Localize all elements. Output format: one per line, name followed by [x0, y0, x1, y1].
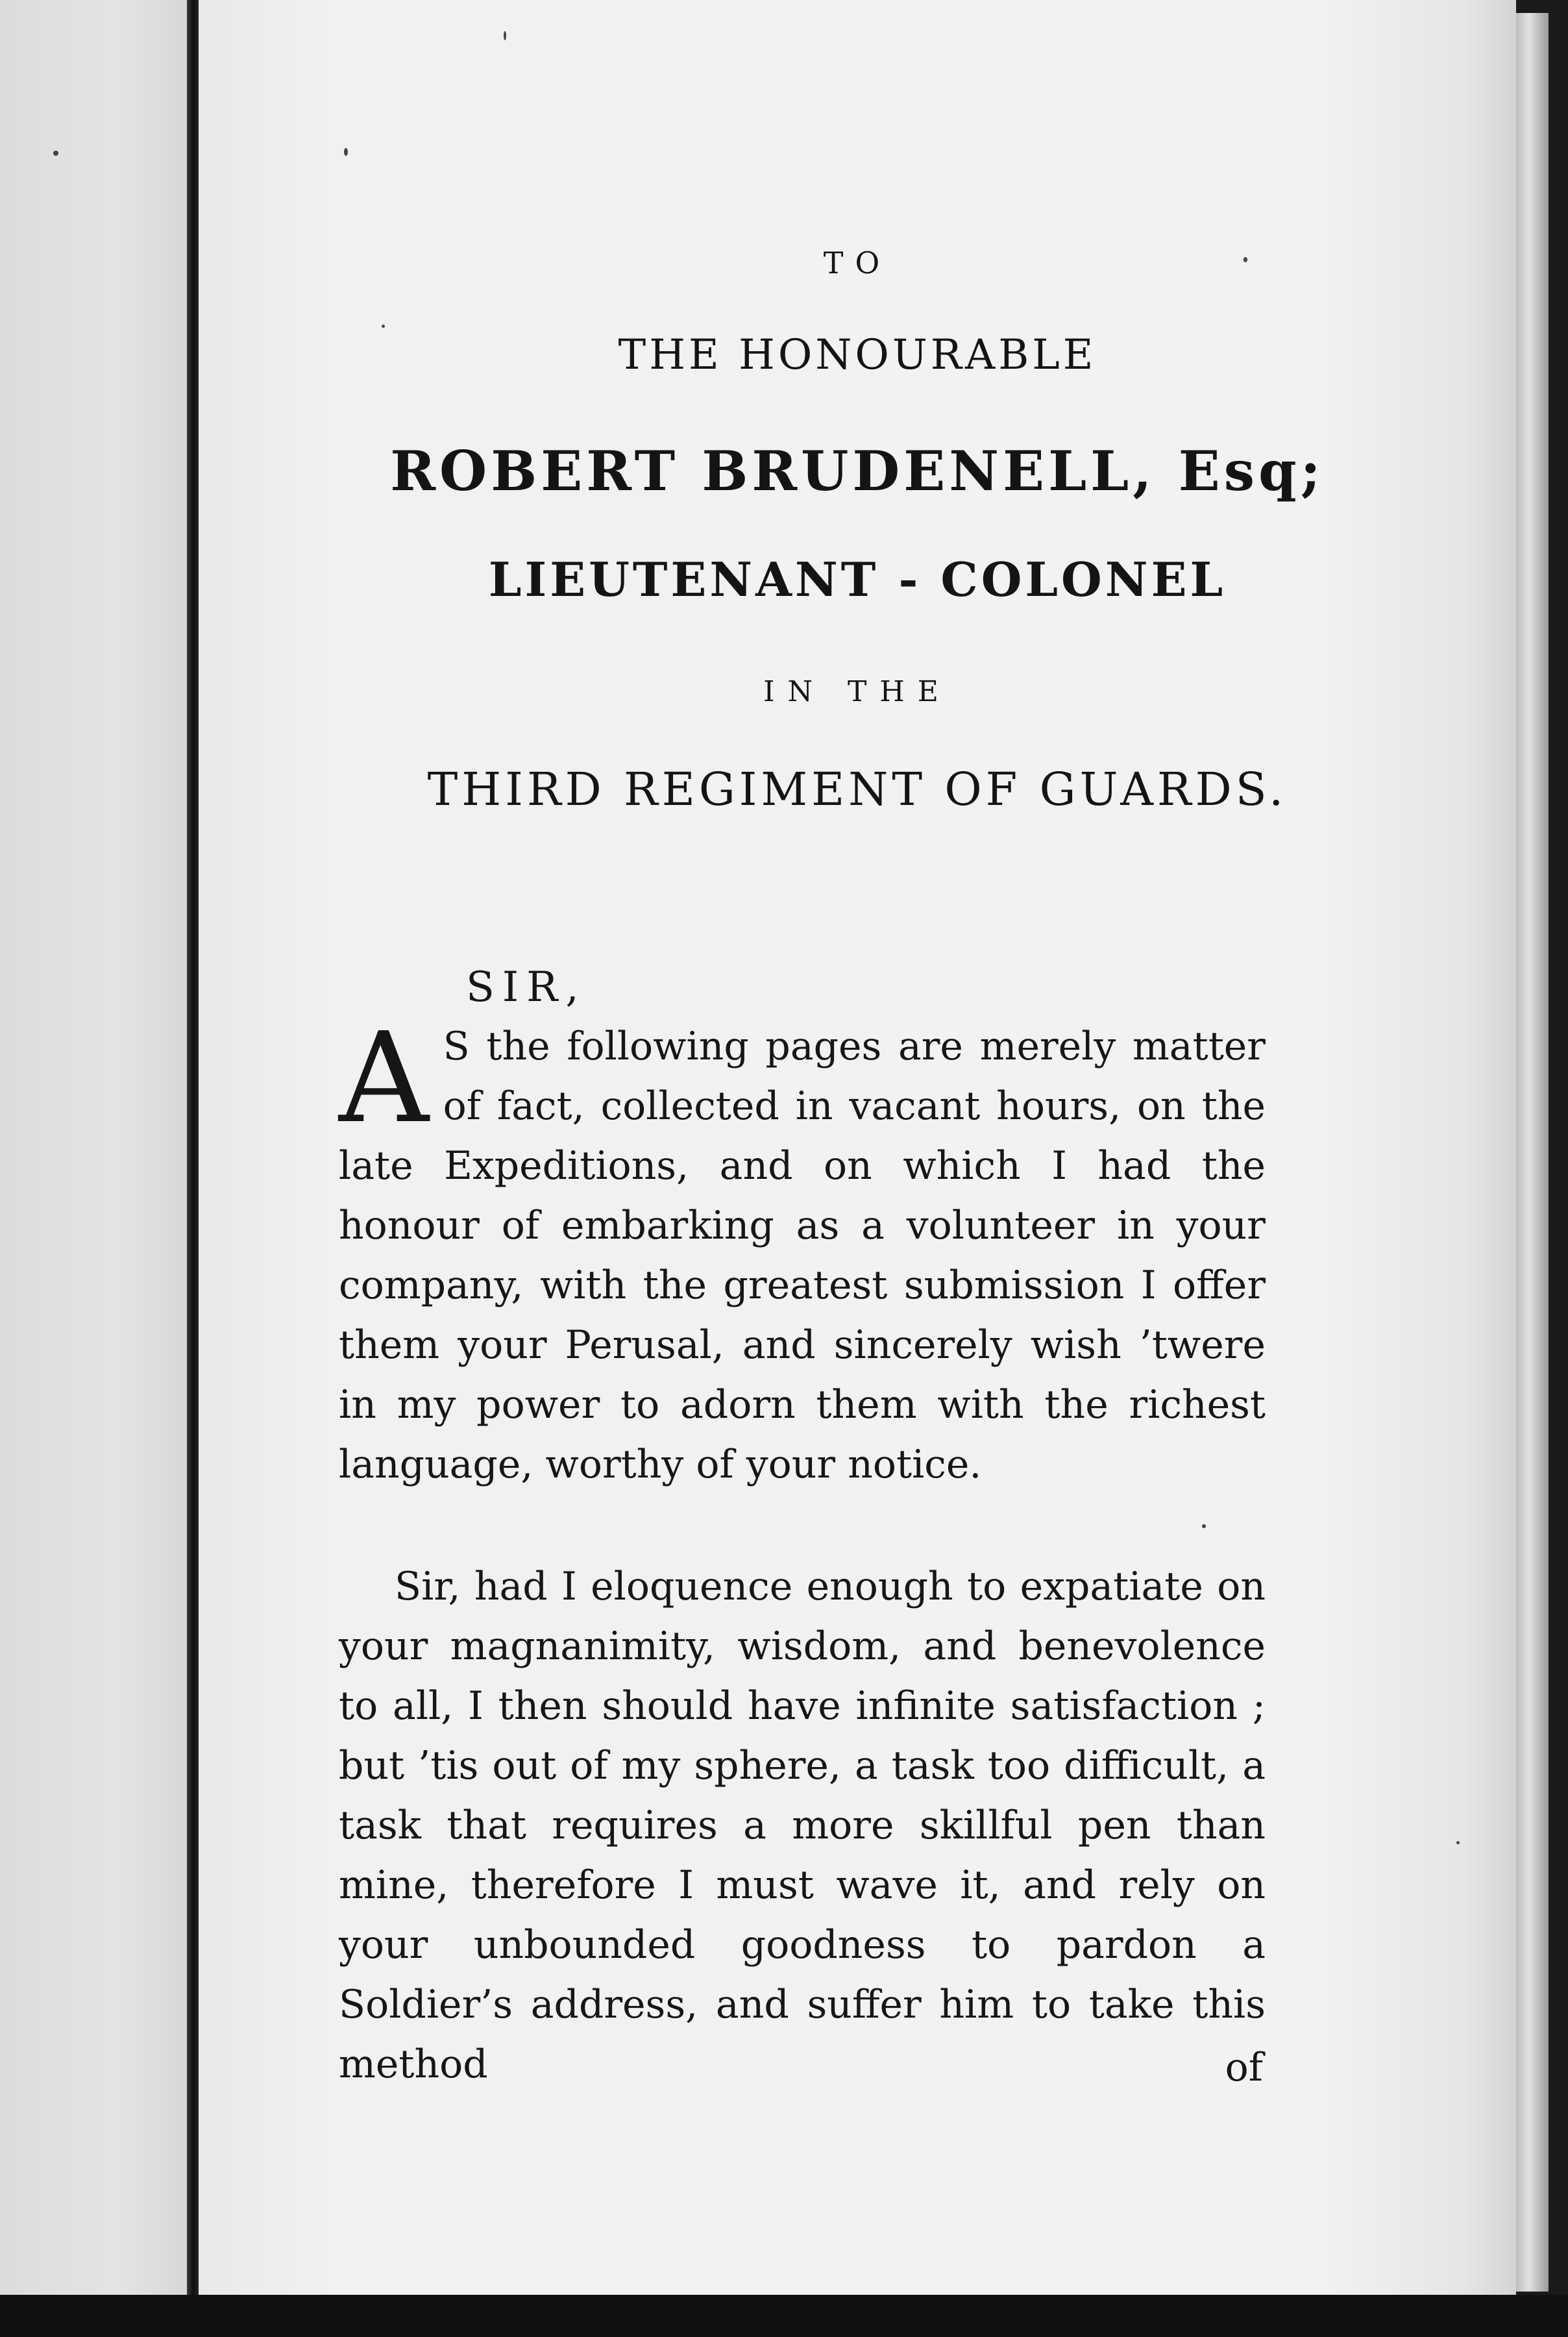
ink-speck [382, 325, 385, 328]
ink-speck [53, 151, 58, 156]
page-fore-edge [1516, 13, 1549, 2292]
dedicatee-rank: LIEUTENANT - COLONEL [488, 552, 1227, 607]
dedicatee-regiment: THIRD REGIMENT OF GUARDS. [427, 763, 1288, 816]
letter-salutation: SIR, [466, 963, 587, 1011]
previous-page-edge [0, 0, 195, 2337]
ink-speck [344, 148, 348, 156]
dedication-in-the: IN THE [763, 675, 951, 708]
book-gutter [187, 0, 200, 2295]
ink-speck [1202, 1524, 1206, 1528]
letter-paragraph-1 [339, 1006, 1266, 1497]
dedication-to: TO [823, 245, 892, 280]
dedication-honourable: THE HONOURABLE [618, 331, 1097, 379]
ink-speck [1456, 1841, 1460, 1844]
ink-speck [504, 31, 506, 40]
dedicatee-name: ROBERT BRUDENELL, Esq; [390, 439, 1325, 503]
letter-paragraph-2: Sir, had I eloquence enough to expatiate on your magnanimity, wisdom, and benevolence to all, I then should have infinite satisfaction ; but ’tis out of my sphere, a task too difficult, a task that requires a more skillful pen than mine, therefore I must wave it, and rely on your unbounded goodness to pardon a Soldier’s address, and suffer him to take this method [339, 1564, 1266, 2087]
scan-bottom-border [0, 2295, 1568, 2337]
catchword: of [1225, 2045, 1263, 2090]
paragraph-1-text: S the following pages are merely matter of fact, collected in vacant hours, on the late Expeditions, and on which I had the honour of embarking as a volunteer in your company, with the greatest submission I offer them your Perusal, and sincerely wish ’twere in my power to adorn them with the richest language, worthy of your notice. [339, 1024, 1266, 1487]
drop-cap: A [339, 1006, 429, 1151]
